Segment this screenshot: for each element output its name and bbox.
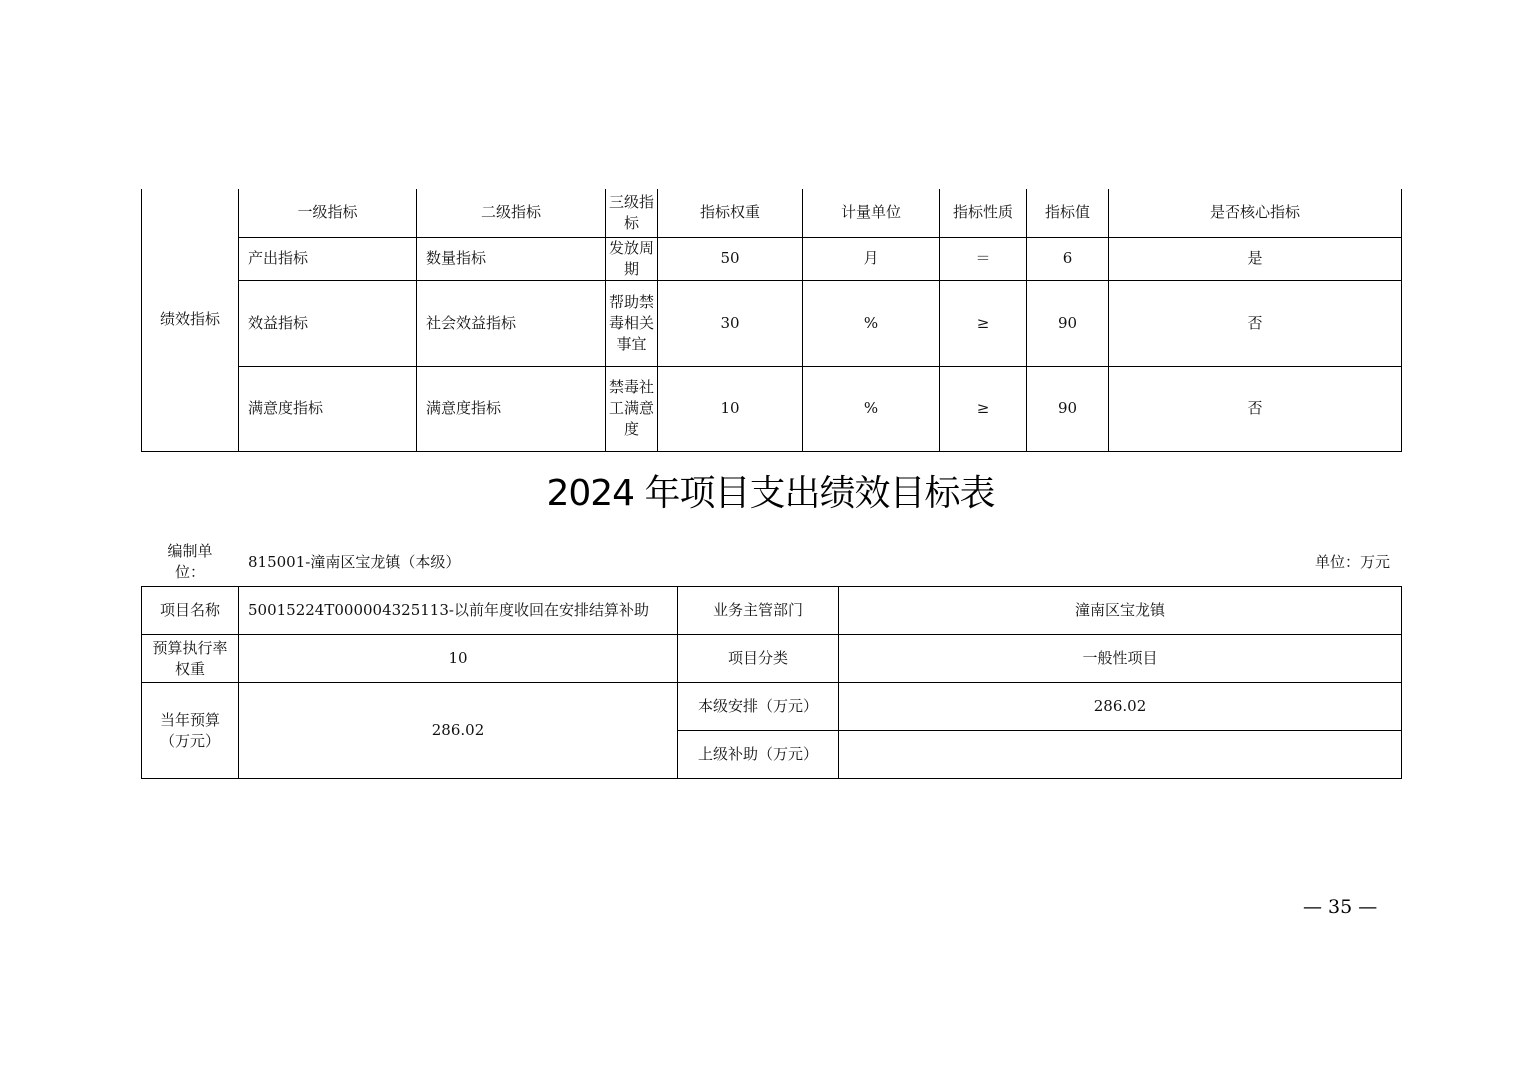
header-cell: 三级指标 [606, 189, 658, 237]
section-label: 绩效指标 [159, 310, 220, 329]
table-cell: 满意度指标 [239, 366, 417, 451]
table-cell: 满意度指标 [417, 366, 606, 451]
table-cell: 50 [658, 237, 803, 280]
project-name-label: 项目名称 [142, 587, 239, 635]
table-cell: 禁毒社工满意度 [606, 366, 658, 451]
unit-org-value: 815001-潼南区宝龙镇（本级） [248, 553, 461, 571]
department-value: 潼南区宝龙镇 [839, 587, 1402, 635]
table-cell: 否 [1109, 366, 1402, 451]
table-cell: ≥ [940, 280, 1027, 366]
page-number: — 35 — [1303, 896, 1378, 918]
table-row [142, 635, 1402, 683]
table-cell: 发放周期 [606, 237, 658, 280]
upper-value [839, 731, 1402, 779]
budget-label-cell [142, 683, 239, 779]
department-label: 业务主管部门 [678, 587, 839, 635]
header-cell: 是否核心指标 [1109, 189, 1402, 237]
table-cell: 30 [658, 280, 803, 366]
table-cell: 产出指标 [239, 237, 417, 280]
table-cell: 90 [1027, 366, 1109, 451]
budget-label-line2: （万元） [159, 731, 220, 750]
table-cell: 效益指标 [239, 280, 417, 366]
table-cell: 数量指标 [417, 237, 606, 280]
header-cell: 指标权重 [658, 189, 803, 237]
local-value: 286.02 [839, 683, 1402, 731]
budget-value: 286.02 [239, 683, 678, 779]
section-label-cell [142, 189, 239, 451]
table-row [142, 587, 1402, 635]
currency-unit: 单位：万元 [1314, 553, 1390, 571]
table-row [142, 683, 1402, 731]
table-cell: % [803, 280, 940, 366]
header-cell: 指标值 [1027, 189, 1109, 237]
table-cell: 帮助禁毒相关事宜 [606, 280, 658, 366]
header-cell: 指标性质 [940, 189, 1027, 237]
project-info-table [141, 586, 1402, 779]
table-cell: 月 [803, 237, 940, 280]
table-cell: 10 [658, 366, 803, 451]
table-cell: 90 [1027, 280, 1109, 366]
header-cell: 一级指标 [239, 189, 417, 237]
upper-label: 上级补助（万元） [678, 731, 839, 779]
table-cell: 否 [1109, 280, 1402, 366]
performance-indicator-table [141, 189, 1402, 452]
table-cell: 是 [1109, 237, 1402, 280]
table-cell: ≥ [940, 366, 1027, 451]
project-name-value: 50015224T000004325113-以前年度收回在安排结算补助 [239, 587, 678, 635]
table-cell: 6 [1027, 237, 1109, 280]
table-row [142, 237, 1402, 280]
header-cell: 二级指标 [417, 189, 606, 237]
table-header-row [142, 189, 1402, 237]
category-value: 一般性项目 [839, 635, 1402, 683]
budget-label-line1: 当年预算 [159, 710, 220, 729]
table-row [142, 280, 1402, 366]
weight-label: 预算执行率权重 [142, 635, 239, 683]
document-title: 2024 年项目支出绩效目标表 [546, 473, 995, 514]
header-cell: 计量单位 [803, 189, 940, 237]
unit-org-label: 编制单位： [167, 542, 213, 581]
table-cell: % [803, 366, 940, 451]
local-label: 本级安排（万元） [678, 683, 839, 731]
category-label: 项目分类 [678, 635, 839, 683]
weight-value: 10 [239, 635, 678, 683]
table-row [142, 366, 1402, 451]
table-cell: 社会效益指标 [417, 280, 606, 366]
table-cell: ＝ [940, 237, 1027, 280]
